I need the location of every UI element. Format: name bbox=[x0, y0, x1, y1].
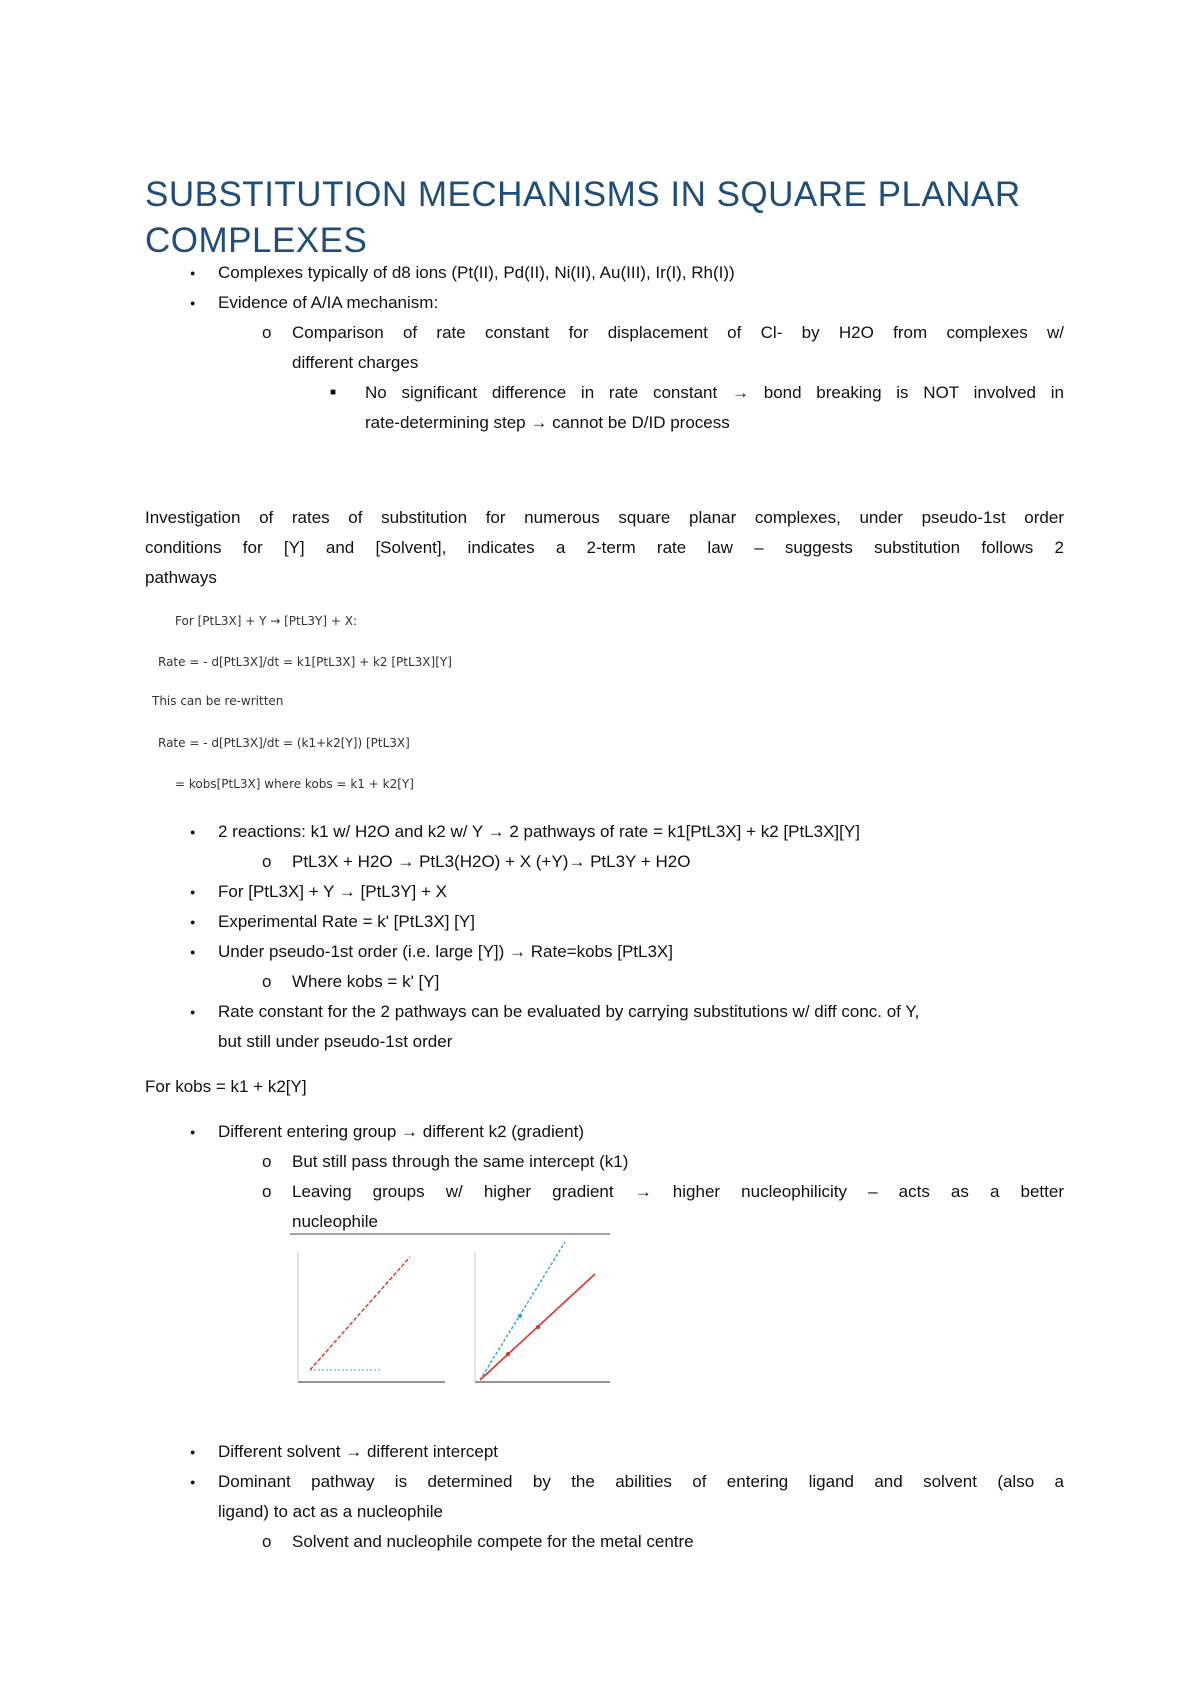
bullet-marker bbox=[190, 1437, 195, 1469]
bullet-marker: o bbox=[262, 852, 272, 871]
bullet-marker: ■ bbox=[330, 387, 337, 398]
bullet-marker bbox=[190, 877, 195, 909]
list-item: Dominant pathway is determined by the abilities of entering ligand and solvent (also a bbox=[218, 1472, 1064, 1491]
bullet-marker: o bbox=[262, 972, 272, 991]
bullet-marker bbox=[190, 937, 195, 969]
bullet-marker: o bbox=[262, 1182, 272, 1201]
bullet-marker: o bbox=[262, 1152, 272, 1171]
list-item: Different solvent → different intercept bbox=[218, 1442, 499, 1461]
list-item: nucleophile bbox=[292, 1212, 379, 1231]
paragraph-line: Investigation of rates of substitution for numerous square planar complexes, under pseudo-1st order bbox=[145, 508, 1064, 527]
list-item: Experimental Rate = k' [PtL3X] [Y] bbox=[218, 912, 475, 931]
list-item: PtL3X + H2O → PtL3(H2O) + X (+Y)→ PtL3Y + H2O bbox=[292, 852, 691, 871]
paragraph-line: conditions for [Y] and [Solvent], indicates a 2-term rate law – suggests substitution follows 2 bbox=[145, 538, 1064, 557]
equation: For [PtL3X] + Y → [PtL3Y] + X: bbox=[175, 614, 358, 628]
list-item: Rate constant for the 2 pathways can be evaluated by carrying substitutions w/ diff conc. of Y, bbox=[218, 1002, 920, 1021]
kobs-vs-y-graphs-figure bbox=[290, 1232, 620, 1422]
list-item: Evidence of A/IA mechanism: bbox=[218, 293, 439, 312]
list-item: but still under pseudo-1st order bbox=[218, 1032, 453, 1051]
list-item: ligand) to act as a nucleophile bbox=[218, 1502, 443, 1521]
bullet-marker: o bbox=[262, 1532, 272, 1551]
equation: = kobs[PtL3X] where kobs = k1 + k2[Y] bbox=[175, 777, 414, 791]
equation: Rate = - d[PtL3X]/dt = (k1+k2[Y]) [PtL3X] bbox=[158, 736, 410, 750]
list-item: Under pseudo-1st order (i.e. large [Y]) → Rate=kobs [PtL3X] bbox=[218, 942, 673, 961]
bullet-marker bbox=[190, 907, 195, 939]
list-item: But still pass through the same intercept (k1) bbox=[292, 1152, 629, 1171]
list-item: 2 reactions: k1 w/ H2O and k2 w/ Y → 2 pathways of rate = k1[PtL3X] + k2 [PtL3X][Y] bbox=[218, 822, 860, 841]
bullet-marker bbox=[190, 1467, 195, 1499]
page-title: SUBSTITUTION MECHANISMS IN SQUARE PLANAR COMPLEXES bbox=[145, 175, 1021, 260]
bullet-marker bbox=[190, 288, 195, 320]
list-item: Where kobs = k' [Y] bbox=[292, 972, 440, 991]
list-item: For [PtL3X] + Y → [PtL3Y] + X bbox=[218, 882, 447, 901]
list-item: No significant difference in rate constant → bond breaking is NOT involved in bbox=[365, 383, 1064, 402]
list-item: Solvent and nucleophile compete for the metal centre bbox=[292, 1532, 694, 1551]
equation: Rate = - d[PtL3X]/dt = k1[PtL3X] + k2 [PtL3X][Y] bbox=[158, 655, 452, 669]
list-item: Comparison of rate constant for displacement of Cl- by H2O from complexes w/ bbox=[292, 323, 1064, 342]
kobs-line: For kobs = k1 + k2[Y] bbox=[145, 1077, 307, 1096]
list-item: rate-determining step → cannot be D/ID process bbox=[365, 413, 730, 432]
list-item: Different entering group → different k2 (gradient) bbox=[218, 1122, 585, 1141]
bullet-marker bbox=[190, 1117, 195, 1149]
bullet-marker bbox=[190, 258, 195, 290]
list-item: Complexes typically of d8 ions (Pt(II), Pd(II), Ni(II), Au(III), Ir(I), Rh(I)) bbox=[218, 263, 735, 282]
paragraph-line: pathways bbox=[145, 568, 217, 587]
list-item: different charges bbox=[292, 353, 419, 372]
bullet-marker: o bbox=[262, 323, 272, 342]
bullet-marker bbox=[190, 817, 195, 849]
list-item: Leaving groups w/ higher gradient → higher nucleophilicity – acts as a better bbox=[292, 1182, 1064, 1201]
bullet-marker bbox=[190, 997, 195, 1029]
equation: This can be re-written bbox=[152, 694, 284, 708]
